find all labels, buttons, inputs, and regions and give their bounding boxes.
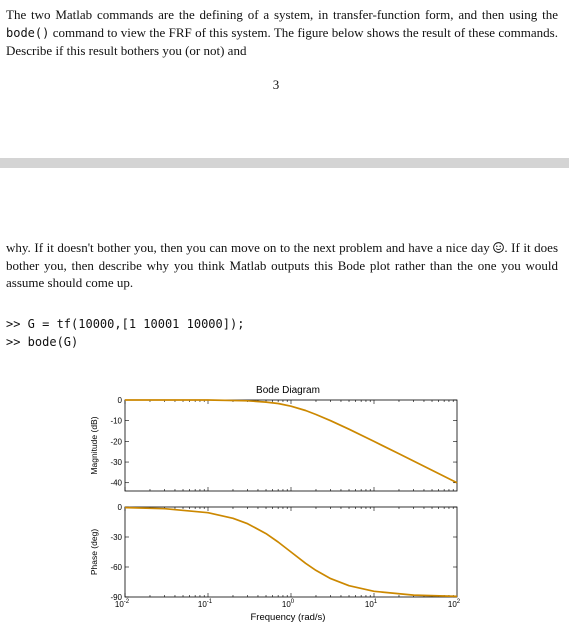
phase-y-tick-label: -60: [110, 563, 122, 572]
x-tick-label: $10^0$: [281, 599, 295, 609]
x-tick-label: $10^{-1}$: [197, 599, 213, 609]
x-axis-label: Frequency (rad/s): [250, 612, 326, 623]
magnitude-y-tick-label: -40: [110, 478, 122, 488]
code-line-2: >> bode(G): [6, 335, 79, 349]
phase-y-axis-label: Phase (deg): [89, 528, 99, 576]
x-tick-label: $10^1$: [364, 599, 378, 609]
magnitude-y-tick-label: -10: [110, 416, 122, 426]
page-divider: [0, 158, 569, 168]
paragraph-text: The two Matlab commands are the defining of a system, in transfer-function form, and then using the: [6, 7, 558, 22]
magnitude-y-axis-label: Magnitude (dB): [89, 416, 99, 475]
x-tick-labels: [115, 599, 461, 609]
paragraph-text: command to view the FRF of this system. The figure below shows the result of these commands. Describe if this result bothers you (or not) and: [6, 24, 558, 58]
magnitude-y-tick-label: -20: [110, 437, 122, 447]
matlab-code-block: [6, 315, 244, 351]
x-tick-label: $10^2$: [447, 599, 461, 609]
chart-title: Bode Diagram: [256, 385, 320, 396]
question-paragraph-2: [6, 239, 558, 292]
paragraph-text: why. If it doesn't bother you, then you can move on to the next problem and have a nice day: [6, 240, 490, 255]
phase-panel: [89, 503, 457, 602]
bode-command-inline: bode(): [6, 25, 50, 40]
question-paragraph-1: [6, 6, 558, 60]
code-line-1: >> G = tf(10000,[1 10001 10000]);: [6, 317, 245, 331]
magnitude-panel: [89, 396, 457, 491]
x-tick-label: $10^{-2}$: [114, 599, 130, 609]
phase-y-tick-label: -90: [110, 593, 122, 602]
page-number: 3: [272, 77, 280, 92]
magnitude-y-tick-label: -30: [110, 458, 122, 468]
magnitude-frame: [125, 400, 457, 491]
smiley-face-icon: [493, 242, 504, 253]
phase-y-tick-label: -30: [110, 533, 122, 542]
phase-y-tick-label: 0: [117, 503, 122, 512]
magnitude-y-tick-label: 0: [117, 396, 122, 405]
bode-diagram: [80, 378, 480, 624]
paragraph-text: . If it does bother you, then describe why you think Matlab outputs this Bode plot rather than the one you would assume should come up.: [6, 240, 558, 290]
